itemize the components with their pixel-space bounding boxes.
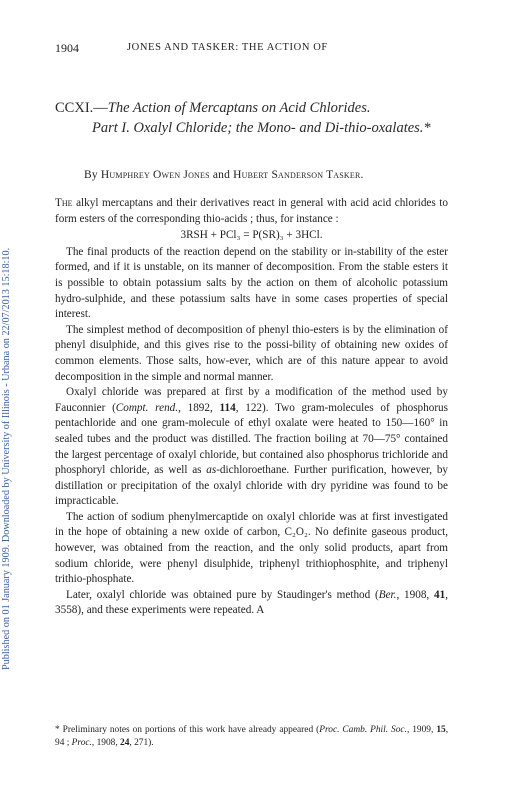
paragraph-1: The alkyl mercaptans and their derivatives react in general with acid acid chlorides to form esters of the corresponding thio-acids ; thus, for instance : (55, 197, 449, 225)
paragraph-2: The final products of the reaction depend on the stability or in-stability of the ester formed, and if it is unstable, on its manner of decomposition. From the stable esters it is possible to obtain potassium salts by the action on them of alcoholic potassium hydro-sulphide, and these potassium salts have in some cases properties of special interest. (55, 245, 448, 321)
lead-word: The (55, 197, 73, 209)
equation: 3RSH + PCl₃ = P(SR)₃ + 3HCl. (180, 229, 323, 242)
article-number: CCXI.— (55, 100, 108, 116)
paragraph-4: Oxalyl chloride was prepared at first by a modification of the method used by Fauconnier (Compt. rend., 1892, 114, 122). Two gram-molecules of phosphorus pentachloride and one gram-molecule of ethyl oxalate were heated to 150—160° in sealed tubes and the product was distilled. The fraction boiling at 70—75° contained the largest percentage of oxalyl chloride, but contained also phosphorus trichloride and phosphoryl chloride, as well as as-dichloroethane. Further purification, however, by distillation or precipitation of the oxalyl chloride with dry pyridine was found to be impracticable. (55, 386, 449, 508)
author-2: Hubert Sanderson Tasker. (233, 169, 364, 181)
footnote: * Preliminary notes on portions of this work have already appeared (Proc. Camb. Phil. Soc., 1909, 15, 94 ; Proc., 1908, 24, 271). (55, 725, 449, 748)
paragraph-5: The action of sodium phenylmercaptide on oxalyl chloride was at first investigated in the hope of obtaining a new oxide of carbon, C₂O₂. No definite gaseous product, however, was obtained from the reaction, and the only solid products, apart from sodium chloride, were phenyl disulphide, triphenyl trithiophosphite, and triphenyl trithio-phosphate. (55, 510, 448, 586)
citation: Ber. (378, 588, 397, 601)
authors-by: By (84, 169, 98, 181)
article-body (55, 196, 448, 619)
download-watermark: Published on 01 January 1909. Downloaded by University of Illinois - Urbana on 22/07/2013 15:18:10. (1, 247, 12, 670)
article-title (55, 98, 455, 138)
author-1: Humphrey Owen Jones (100, 169, 210, 181)
page-number: 1904 (55, 41, 79, 55)
title-line-1: The Action of Mercaptans on Acid Chlorides. (107, 100, 371, 116)
volume-number: 114 (219, 401, 236, 414)
authors-line (84, 169, 364, 181)
running-head-title: JONES AND TASKER: THE ACTION OF (127, 42, 328, 53)
title-line-2: Part I. Oxalyl Chloride; the Mono- and Di-thio-oxalates.* (92, 120, 431, 136)
paragraph-6: Later, oxalyl chloride was obtained pure by Staudinger's method (Ber., 1908, 41, 3558), and these experiments were repeated. A (55, 588, 449, 617)
paragraph-3: The simplest method of decomposition of phenyl thio-esters is by the elimination of phenyl disulphide, and this gives rise to the possi-bility of obtaining new oxides of common elements. Those salts, how-ever, which are of this nature appear to avoid decomposition in the simple and normal manner. (55, 323, 448, 383)
authors-and: and (212, 169, 231, 181)
citation: Compt. rend. (115, 401, 179, 414)
volume-number: 41 (434, 588, 446, 601)
